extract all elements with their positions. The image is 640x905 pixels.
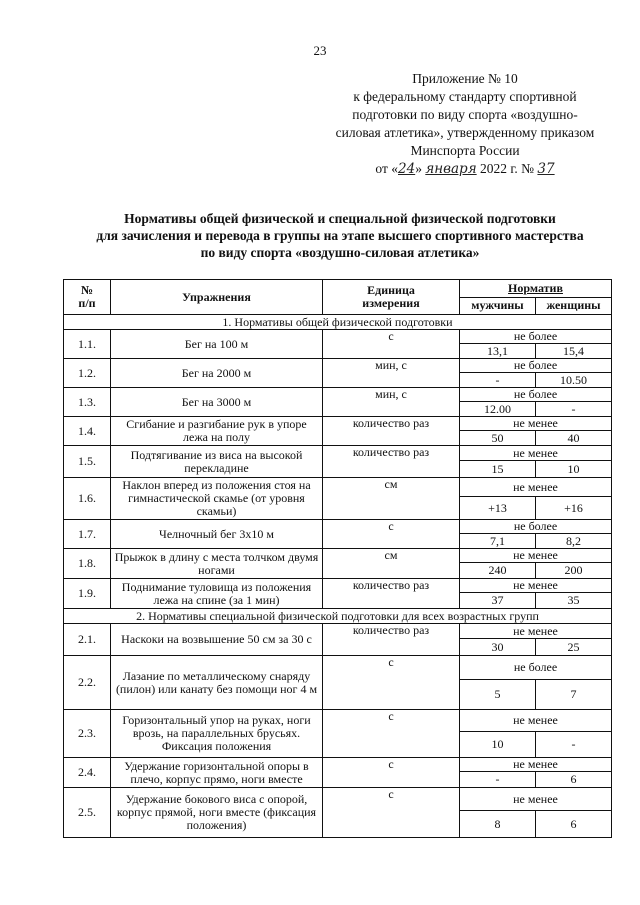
section-general-title: 1. Нормативы общей физической подготовки [64, 315, 612, 330]
row-women-value: 15,4 [536, 344, 612, 359]
row-exercise: Наклон вперед из положения стоя на гимнастической скамье (от уровня скамьи) [111, 478, 323, 520]
row-unit: с [323, 330, 460, 359]
header-num: № п/п [64, 280, 111, 315]
row-condition: не более [460, 520, 612, 534]
row-women-value: 40 [536, 431, 612, 446]
row-number: 1.1. [64, 330, 111, 359]
order-number: 37 [537, 161, 555, 177]
row-number: 1.8. [64, 549, 111, 579]
date-month: января [425, 161, 477, 177]
table-row [64, 330, 612, 344]
table-row [64, 656, 612, 680]
table-row [64, 579, 612, 593]
row-unit: см [323, 549, 460, 579]
header-exercise: Упражнения [111, 280, 323, 315]
row-women-value: 35 [536, 593, 612, 609]
row-number: 2.1. [64, 624, 111, 656]
row-condition: не менее [460, 417, 612, 431]
row-unit: с [323, 520, 460, 549]
table-row [64, 624, 612, 639]
row-unit: см [323, 478, 460, 520]
title-line: Нормативы общей физической и специальной физической подготовки [124, 211, 556, 226]
row-unit: количество раз [323, 417, 460, 446]
row-number: 1.7. [64, 520, 111, 549]
row-women-value: 7 [536, 680, 612, 710]
row-number: 1.5. [64, 446, 111, 478]
row-unit: с [323, 788, 460, 838]
header-unit: Единица измерения [323, 280, 460, 315]
row-men-value: 240 [460, 563, 536, 579]
date-prefix: от « [375, 161, 398, 176]
row-men-value: 37 [460, 593, 536, 609]
row-condition: не менее [460, 758, 612, 772]
row-men-value: - [460, 373, 536, 388]
row-unit: с [323, 710, 460, 758]
table-row [64, 359, 612, 373]
row-exercise: Поднимание туловища из положения лежа на спине (за 1 мин) [111, 579, 323, 609]
row-unit: мин, с [323, 388, 460, 417]
row-men-value: 12.00 [460, 402, 536, 417]
row-exercise: Лазание по металлическому снаряду (пилон) или канату без помощи ног 4 м [111, 656, 323, 710]
table-row [64, 549, 612, 563]
row-number: 1.6. [64, 478, 111, 520]
row-condition: не более [460, 359, 612, 373]
table-row [64, 417, 612, 431]
row-men-value: 30 [460, 639, 536, 656]
row-women-value: 200 [536, 563, 612, 579]
row-number: 2.5. [64, 788, 111, 838]
table-row [64, 478, 612, 497]
row-condition: не более [460, 388, 612, 402]
row-exercise: Сгибание и разгибание рук в упоре лежа на полу [111, 417, 323, 446]
appendix-line: силовая атлетика», утвержденному приказом [335, 125, 595, 140]
row-men-value: 10 [460, 732, 536, 758]
appendix-line: Приложение № 10 [412, 71, 518, 86]
row-exercise: Удержание бокового виса с опорой, корпус прямой, ноги вместе (фиксация положения) [111, 788, 323, 838]
row-women-value: 6 [536, 772, 612, 788]
row-men-value: +13 [460, 497, 536, 520]
row-exercise: Наскоки на возвышение 50 см за 30 с [111, 624, 323, 656]
row-men-value: 15 [460, 461, 536, 478]
title-line: по виду спорта «воздушно-силовая атлетика» [200, 245, 480, 260]
row-exercise: Бег на 100 м [111, 330, 323, 359]
row-exercise: Удержание горизонтальной опоры в плечо, корпус прямо, ноги вместе [111, 758, 323, 788]
row-number: 1.2. [64, 359, 111, 388]
header-norm: Норматив [460, 280, 612, 298]
row-women-value: 6 [536, 811, 612, 838]
row-exercise: Прыжок в длину с места толчком двумя ногами [111, 549, 323, 579]
row-unit: количество раз [323, 446, 460, 478]
row-women-value: 8,2 [536, 534, 612, 549]
date-mid: » [415, 161, 422, 176]
row-number: 2.3. [64, 710, 111, 758]
row-exercise: Подтягивание из виса на высокой перекладине [111, 446, 323, 478]
appendix-line: подготовки по виду спорта «воздушно- [352, 107, 578, 122]
row-exercise: Бег на 3000 м [111, 388, 323, 417]
row-men-value: 13,1 [460, 344, 536, 359]
row-unit: мин, с [323, 359, 460, 388]
header-women: женщины [536, 297, 612, 315]
appendix-header [300, 70, 630, 178]
row-exercise: Горизонтальный упор на руках, ноги врозь, на параллельных брусьях. Фиксация положения [111, 710, 323, 758]
row-condition: не менее [460, 549, 612, 563]
row-men-value: 8 [460, 811, 536, 838]
row-unit: с [323, 656, 460, 710]
table-row [64, 520, 612, 534]
row-women-value: - [536, 732, 612, 758]
order-date-line [300, 160, 630, 178]
row-men-value: 7,1 [460, 534, 536, 549]
date-day: 24 [398, 161, 416, 177]
date-year: 2022 г. № [480, 161, 535, 176]
row-number: 2.4. [64, 758, 111, 788]
row-women-value: 25 [536, 639, 612, 656]
title-line: для зачисления и перевода в группы на этапе высшего спортивного мастерства [96, 228, 584, 243]
appendix-line: к федеральному стандарту спортивной [353, 89, 577, 104]
row-number: 1.4. [64, 417, 111, 446]
row-number: 2.2. [64, 656, 111, 710]
row-women-value: 10 [536, 461, 612, 478]
row-condition: не менее [460, 788, 612, 811]
table-row [64, 710, 612, 732]
row-unit: с [323, 758, 460, 788]
row-condition: не более [460, 656, 612, 680]
row-women-value: - [536, 402, 612, 417]
header-men: мужчины [460, 297, 536, 315]
table-row [64, 758, 612, 772]
row-number: 1.9. [64, 579, 111, 609]
table-row [64, 788, 612, 811]
row-men-value: 5 [460, 680, 536, 710]
row-number: 1.3. [64, 388, 111, 417]
row-condition: не менее [460, 624, 612, 639]
row-men-value: 50 [460, 431, 536, 446]
appendix-line: Минспорта России [410, 143, 520, 158]
row-condition: не менее [460, 579, 612, 593]
row-women-value: 10.50 [536, 373, 612, 388]
table-row [64, 388, 612, 402]
section-special-title: 2. Нормативы специальной физической подготовки для всех возрастных групп [64, 609, 612, 624]
norms-table [63, 279, 612, 838]
row-men-value: - [460, 772, 536, 788]
table-row [64, 446, 612, 461]
row-exercise: Бег на 2000 м [111, 359, 323, 388]
row-women-value: +16 [536, 497, 612, 520]
page-number: 23 [313, 43, 327, 58]
row-condition: не менее [460, 446, 612, 461]
row-condition: не менее [460, 710, 612, 732]
document-title [40, 210, 640, 261]
row-unit: количество раз [323, 624, 460, 656]
row-condition: не менее [460, 478, 612, 497]
row-exercise: Челночный бег 3х10 м [111, 520, 323, 549]
row-condition: не более [460, 330, 612, 344]
row-unit: количество раз [323, 579, 460, 609]
